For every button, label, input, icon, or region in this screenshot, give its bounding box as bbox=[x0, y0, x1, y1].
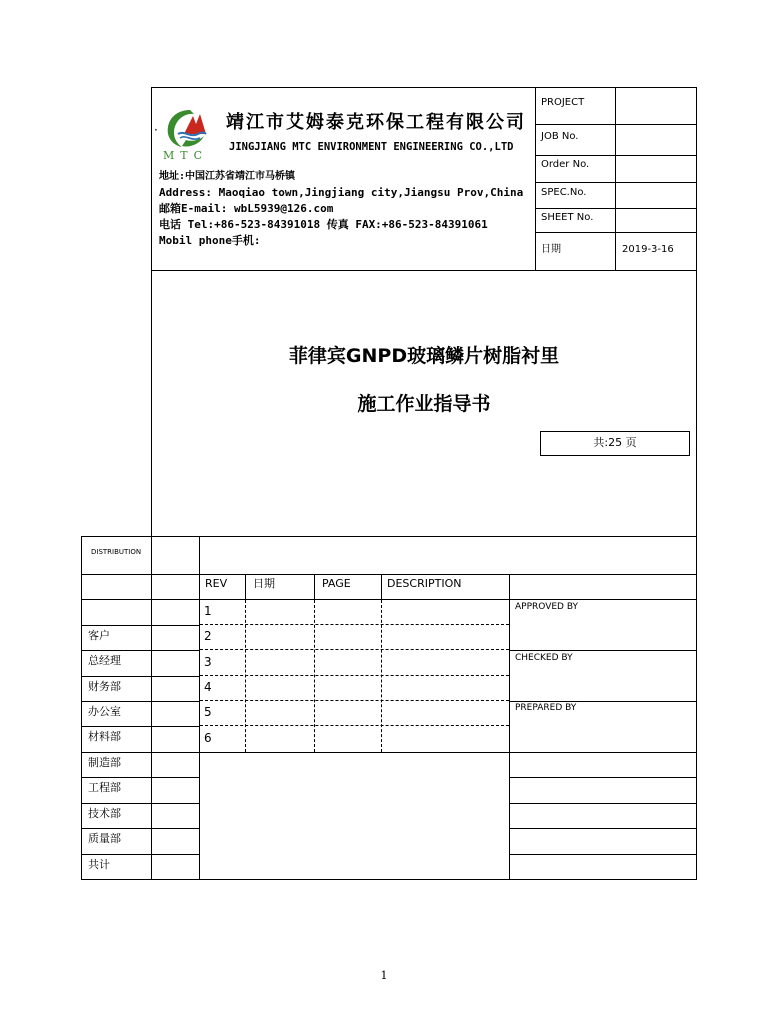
info-row-1 bbox=[535, 124, 697, 125]
rev-header: REV bbox=[205, 577, 228, 590]
dept-engineering: 工程部 bbox=[88, 781, 121, 794]
info-row-3 bbox=[535, 182, 697, 183]
date-value: 2019-3-16 bbox=[622, 244, 674, 255]
logo-dot: · bbox=[154, 123, 158, 137]
row-line bbox=[81, 726, 200, 727]
page-count: 共:25 页 bbox=[593, 436, 637, 449]
row-line-wide bbox=[81, 752, 509, 753]
description-header: DESCRIPTION bbox=[387, 577, 462, 590]
distribution-label: DISTRIBUTION bbox=[91, 548, 142, 556]
company-name-en: JINGJIANG MTC ENVIRONMENT ENGINEERING CO.,LTD bbox=[229, 141, 514, 153]
dept-office: 办公室 bbox=[88, 705, 121, 718]
info-col-left bbox=[535, 87, 536, 271]
info-row-2 bbox=[535, 155, 697, 156]
company-logo bbox=[160, 104, 216, 162]
row-line bbox=[81, 701, 200, 702]
signoff-line bbox=[509, 701, 697, 702]
prepared-by-label: PREPARED BY bbox=[515, 703, 577, 713]
rev-dash-h bbox=[200, 725, 509, 726]
row-header-top bbox=[81, 574, 697, 575]
checked-by-label: CHECKED BY bbox=[515, 653, 573, 663]
row-line bbox=[81, 803, 200, 804]
row-line bbox=[81, 676, 200, 677]
rev-number: 4 bbox=[204, 680, 212, 694]
spec-no-label: SPEC.No. bbox=[541, 187, 587, 198]
row-line bbox=[81, 854, 200, 855]
document-title: 菲律宾GNPD玻璃鳞片树脂衬里 bbox=[288, 345, 560, 367]
rev-number: 1 bbox=[204, 604, 212, 618]
signoff-line bbox=[509, 777, 697, 778]
table-top bbox=[81, 536, 697, 537]
signoff-line bbox=[509, 650, 697, 651]
row-line bbox=[81, 828, 200, 829]
sheet-no-label: SHEET No. bbox=[541, 212, 594, 223]
dept-customer: 客户 bbox=[88, 629, 110, 642]
signoff-line bbox=[509, 854, 697, 855]
info-row-4 bbox=[535, 208, 697, 209]
rev-number: 6 bbox=[204, 731, 212, 745]
rev-dash-h bbox=[200, 624, 509, 625]
page-header: PAGE bbox=[322, 577, 351, 590]
mobile-phone: Mobil phone手机: bbox=[159, 234, 261, 247]
date-header: 日期 bbox=[253, 577, 275, 590]
border-left-top bbox=[151, 87, 152, 536]
dept-general-manager: 总经理 bbox=[88, 654, 121, 667]
dept-finance: 财务部 bbox=[88, 680, 121, 693]
signoff-line bbox=[509, 752, 697, 753]
dept-materials: 材料部 bbox=[88, 730, 121, 743]
row-line bbox=[81, 625, 200, 626]
info-row-5 bbox=[535, 232, 697, 233]
table-bottom bbox=[81, 879, 697, 880]
page-count-box bbox=[540, 431, 690, 456]
logo-mtc-text: MTC bbox=[163, 149, 207, 162]
address-cn: 地址:中国江苏省靖江市马桥镇 bbox=[159, 171, 296, 182]
email: 邮箱E-mail: wbL5939@126.com bbox=[159, 202, 334, 215]
order-no-label: Order No. bbox=[541, 159, 590, 170]
rev-dash-h bbox=[200, 700, 509, 701]
hdr-sep-page bbox=[314, 574, 315, 600]
signoff-line bbox=[509, 803, 697, 804]
project-label: PROJECT bbox=[541, 97, 585, 108]
rev-dash-h bbox=[200, 675, 509, 676]
rev-dash-v bbox=[381, 600, 382, 752]
address-en: Address: Maoqiao town,Jingjiang city,Jiangsu Prov,China bbox=[159, 186, 524, 199]
rev-dash-v bbox=[245, 600, 246, 752]
hdr-sep-date bbox=[245, 574, 246, 600]
phone-fax: 电话 Tel:+86-523-84391018 传真 FAX:+86-523-84391061 bbox=[159, 218, 488, 231]
rev-number: 2 bbox=[204, 629, 212, 643]
page-number: 1 bbox=[380, 969, 388, 982]
document-subtitle: 施工作业指导书 bbox=[357, 393, 491, 415]
rev-dash-v bbox=[314, 600, 315, 752]
dept-quality: 质量部 bbox=[88, 832, 121, 845]
dept-total: 共计 bbox=[88, 858, 110, 871]
company-name-cn: 靖江市艾姆泰克环保工程有限公司 bbox=[226, 112, 526, 133]
rev-number: 5 bbox=[204, 705, 212, 719]
rev-number: 3 bbox=[204, 655, 212, 669]
rev-dash-h bbox=[200, 649, 509, 650]
hdr-sep-desc bbox=[381, 574, 382, 600]
row-line bbox=[81, 777, 200, 778]
date-label: 日期 bbox=[541, 244, 561, 255]
dept-manufacturing: 制造部 bbox=[88, 756, 121, 769]
info-col-mid bbox=[615, 87, 616, 271]
dept-technical: 技术部 bbox=[88, 807, 121, 820]
row-header-bottom bbox=[81, 599, 697, 600]
border-right bbox=[696, 87, 697, 880]
row-line bbox=[81, 650, 200, 651]
approved-by-label: APPROVED BY bbox=[515, 602, 579, 612]
job-no-label: JOB No. bbox=[541, 131, 579, 142]
signoff-line bbox=[509, 828, 697, 829]
col-signoff bbox=[509, 574, 510, 880]
